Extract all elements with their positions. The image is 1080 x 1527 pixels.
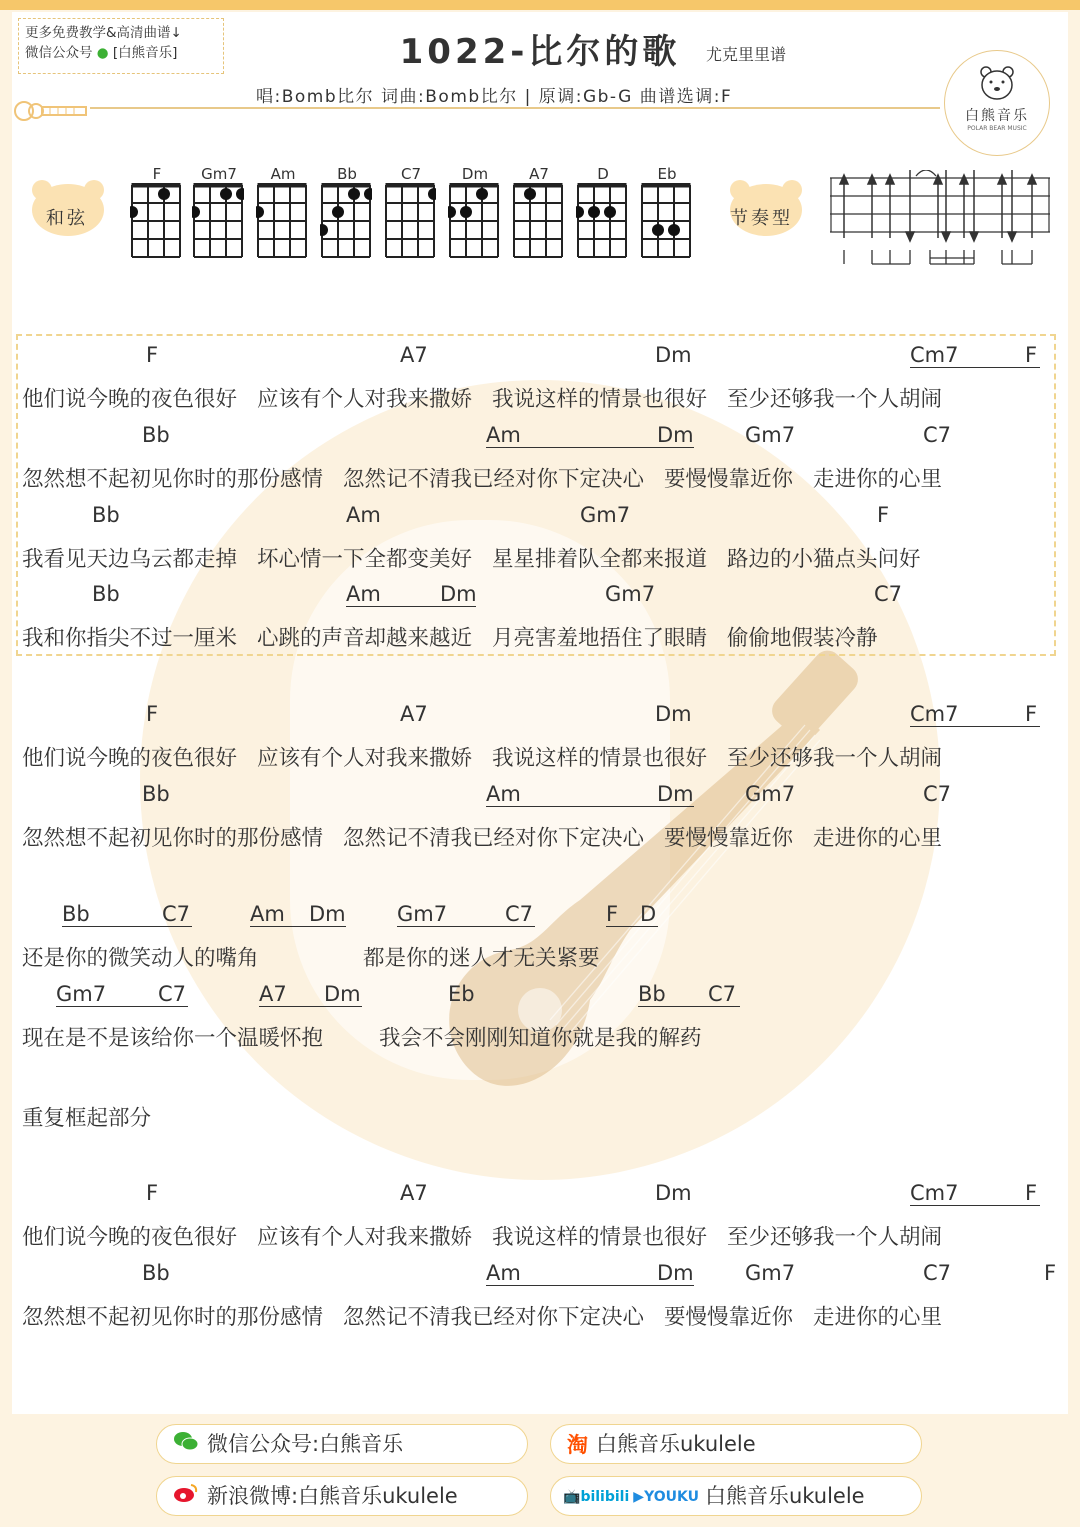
logo-text: 白熊音乐 <box>965 108 1029 124</box>
chord-label: Gm7 <box>397 902 535 927</box>
chord-label: Bb <box>142 782 170 806</box>
lyric-phrase: 走进你的心里 <box>813 826 943 851</box>
youku-icon: ▶YOUKU <box>633 1489 699 1505</box>
wechat-icon <box>173 1426 199 1464</box>
promo-line-1: 更多免费教学&高清曲谱↓ <box>25 25 182 41</box>
ukulele-decoration-icon <box>14 96 94 126</box>
strum-pattern <box>830 170 1052 270</box>
chord-label: Bb <box>142 1261 170 1285</box>
chord-label: F <box>146 1181 159 1205</box>
chord-label: C7 <box>923 782 952 806</box>
promo-account-name: [白熊音乐] <box>112 45 178 61</box>
chord-label: Gm7 <box>580 503 631 527</box>
rhythm-label: 节奏型 <box>730 208 793 229</box>
finger-dot <box>158 188 170 200</box>
promo-wechat-label: 微信公众号 <box>25 45 93 61</box>
video-text: 白熊音乐ukulele <box>704 1484 865 1508</box>
chord-label: Am <box>486 423 694 448</box>
polar-bear-icon <box>977 63 1017 103</box>
chord-label: Dm <box>657 1261 694 1285</box>
lyric-phrase: 我会不会刚刚知道你就是我的解药 <box>379 1026 702 1051</box>
chord-diagram-name: Bb <box>337 165 357 183</box>
header-divider <box>90 107 940 109</box>
chord-diagram-name: F <box>152 165 162 183</box>
finger-dot <box>448 206 456 218</box>
chord-label: Am <box>486 1261 694 1286</box>
lyric-phrase: 要慢慢靠近你 <box>664 467 794 492</box>
lyric-phrase: 应该有个人对我来撒娇 <box>257 746 473 771</box>
chord-label: Gm7 <box>745 423 796 447</box>
wechat-link[interactable] <box>156 1424 528 1464</box>
fretboard-grid <box>320 183 372 279</box>
chord-label: Dm <box>309 902 346 926</box>
lyric-phrase: 都是你的迷人才无关紧要 <box>363 946 600 971</box>
chord-label: Bb <box>638 982 740 1007</box>
weibo-icon <box>173 1478 199 1516</box>
chord-label: F <box>877 503 890 527</box>
lyric-phrase: 我看见天边乌云都走掉 <box>22 547 238 572</box>
chord-label: F <box>1025 343 1038 367</box>
chord-diagram-name: Gm7 <box>201 165 237 183</box>
taobao-icon: 淘 <box>567 1433 588 1457</box>
chord-label: A7 <box>400 343 428 367</box>
lyric-phrase: 走进你的心里 <box>813 1305 943 1330</box>
lyric-phrase: 他们说今晚的夜色很好 <box>22 1225 238 1250</box>
chord-diagram-name: C7 <box>400 165 422 183</box>
chords-label: 和弦 <box>46 208 88 229</box>
bilibili-label: bilibili <box>580 1489 630 1505</box>
lyric-phrase: 偷偷地假装冷静 <box>727 626 878 651</box>
chord-label: Dm <box>657 423 694 447</box>
chord-label: Bb <box>142 423 170 447</box>
finger-dot <box>524 188 536 200</box>
chord-label: C7 <box>874 582 903 606</box>
chord-diagram-name: Dm <box>461 165 489 183</box>
chord-label: Gm7 <box>605 582 656 606</box>
lyric-phrase: 至少还够我一个人胡闹 <box>727 746 943 771</box>
finger-dot <box>192 206 200 218</box>
finger-dot <box>364 188 372 200</box>
lyric-line <box>22 1220 962 1251</box>
lyric-line <box>22 462 962 493</box>
finger-dot <box>428 188 436 200</box>
fretboard-grid <box>512 183 564 279</box>
lyric-line <box>22 542 941 573</box>
top-accent-bar <box>0 0 1080 10</box>
youku-label: YOUKU <box>644 1489 699 1505</box>
chord-label: F <box>146 702 159 726</box>
weibo-link[interactable] <box>156 1476 528 1516</box>
chord-label: C7 <box>158 982 187 1006</box>
lyric-phrase: 应该有个人对我来撒娇 <box>257 1225 473 1250</box>
taobao-link[interactable] <box>550 1424 922 1464</box>
finger-dot <box>604 206 616 218</box>
lyric-phrase: 应该有个人对我来撒娇 <box>257 387 473 412</box>
chord-label: A7 <box>400 1181 428 1205</box>
fretboard-grid <box>130 183 182 279</box>
lyric-phrase: 他们说今晚的夜色很好 <box>22 387 238 412</box>
weibo-text: 新浪微博:白熊音乐ukulele <box>207 1484 458 1508</box>
title-container <box>0 24 1080 73</box>
lyric-phrase: 忽然想不起初见你时的那份感情 <box>22 1305 324 1330</box>
chord-label: Gm7 <box>745 1261 796 1285</box>
lyric-phrase: 忽然记不清我已经对你下定决心 <box>343 826 645 851</box>
fretboard-grid <box>256 183 308 279</box>
chord-label: A7 <box>259 982 362 1007</box>
lyric-phrase: 月亮害羞地捂住了眼睛 <box>492 626 708 651</box>
chord-label: Bb <box>62 902 192 927</box>
chord-label: Am <box>486 782 694 807</box>
fretboard-grid <box>384 183 436 279</box>
chord-label: C7 <box>923 1261 952 1285</box>
finger-dot <box>576 206 584 218</box>
chord-label: Dm <box>655 702 692 726</box>
brand-logo <box>944 50 1050 156</box>
chord-label: Gm7 <box>56 982 188 1007</box>
chord-label: Am <box>250 902 346 927</box>
lyric-line <box>22 821 962 852</box>
lyric-phrase: 我说这样的情景也很好 <box>492 746 708 771</box>
lyric-phrase: 要慢慢靠近你 <box>664 1305 794 1330</box>
fretboard-grid <box>192 183 244 279</box>
finger-dot <box>668 224 680 236</box>
lyric-phrase: 忽然记不清我已经对你下定决心 <box>343 467 645 492</box>
chord-label: Cm7 <box>910 343 1040 368</box>
fretboard-grid <box>448 183 500 279</box>
lyric-phrase: 现在是不是该给你一个温暖怀抱 <box>22 1026 324 1051</box>
chord-diagram-name: Eb <box>657 165 677 183</box>
finger-dot <box>460 206 472 218</box>
fretboard-grid <box>576 183 628 279</box>
chord-label: F <box>1025 1181 1038 1205</box>
lyric-phrase: 我和你指尖不过一厘米 <box>22 626 238 651</box>
repeat-instruction: 重复框起部分 <box>22 1106 152 1131</box>
chord-label: F <box>1025 702 1038 726</box>
chord-label: Dm <box>655 1181 692 1205</box>
lyric-phrase: 我说这样的情景也很好 <box>492 387 708 412</box>
lyric-phrase: 还是你的微笑动人的嘴角 <box>22 946 259 971</box>
finger-dot <box>320 224 328 236</box>
lyric-phrase: 忽然想不起初见你时的那份感情 <box>22 467 324 492</box>
chord-diagram-name: Am <box>270 165 296 183</box>
chord-label: A7 <box>400 702 428 726</box>
lyric-phrase: 路边的小猫点头问好 <box>727 547 921 572</box>
chord-label: Dm <box>655 343 692 367</box>
taobao-text: 白熊音乐ukulele <box>596 1432 756 1456</box>
video-links[interactable] <box>550 1476 922 1516</box>
finger-dot <box>256 206 264 218</box>
chord-label: F <box>1044 1261 1057 1285</box>
chord-label: C7 <box>505 902 534 926</box>
lyric-line <box>22 382 962 413</box>
chord-label: Dm <box>440 582 477 606</box>
chord-label: C7 <box>708 982 737 1006</box>
song-title: 1022-比尔的歌 <box>399 32 681 72</box>
lyric-phrase: 星星排着队全都来报道 <box>492 547 708 572</box>
finger-dot <box>476 188 488 200</box>
lyric-phrase: 我说这样的情景也很好 <box>492 1225 708 1250</box>
fretboard-grid <box>640 183 692 279</box>
chord-label: Dm <box>657 782 694 806</box>
lyric-phrase: 忽然想不起初见你时的那份感情 <box>22 826 324 851</box>
chord-diagram-name: A7 <box>529 165 549 183</box>
logo-subtext: POLAR BEAR MUSIC <box>967 125 1027 132</box>
chord-label: Am <box>346 503 381 527</box>
chord-label: Cm7 <box>910 1181 1040 1206</box>
bilibili-icon: 📺bilibili <box>563 1489 630 1505</box>
finger-dot <box>236 188 244 200</box>
finger-dot <box>220 188 232 200</box>
chord-diagram-name: D <box>597 165 609 183</box>
chord-label: Eb <box>448 982 475 1006</box>
lyric-phrase: 忽然记不清我已经对你下定决心 <box>343 1305 645 1330</box>
chord-label: Dm <box>324 982 361 1006</box>
finger-dot <box>348 188 360 200</box>
finger-dot <box>652 224 664 236</box>
lyric-line <box>22 741 962 772</box>
song-meta: 唱:Bomb比尔 词曲:Bomb比尔 | 原调:Gb-G 曲谱选调:F <box>256 87 733 107</box>
chord-label: F <box>606 902 658 927</box>
lyric-phrase: 要慢慢靠近你 <box>664 826 794 851</box>
wechat-icon: ● <box>96 45 109 61</box>
chord-label: C7 <box>162 902 191 926</box>
lyric-phrase: 心跳的声音却越来越近 <box>257 626 473 651</box>
lyric-line <box>22 621 898 652</box>
finger-dot <box>588 206 600 218</box>
lyric-line <box>22 1300 962 1331</box>
chord-label: Am <box>346 582 476 607</box>
finger-dot <box>332 206 344 218</box>
chord-label: D <box>640 902 657 926</box>
tab-source-label: 尤克里里谱 <box>706 45 787 64</box>
chord-label: Cm7 <box>910 702 1040 727</box>
lyric-phrase: 坏心情一下全都变美好 <box>257 547 473 572</box>
chord-label: Bb <box>92 503 120 527</box>
lyric-phrase: 走进你的心里 <box>813 467 943 492</box>
lyric-phrase: 他们说今晚的夜色很好 <box>22 746 238 771</box>
chord-label: C7 <box>923 423 952 447</box>
lyric-phrase: 至少还够我一个人胡闹 <box>727 1225 943 1250</box>
chord-label: Bb <box>92 582 120 606</box>
wechat-text: 微信公众号:白熊音乐 <box>207 1432 404 1456</box>
lyric-phrase: 至少还够我一个人胡闹 <box>727 387 943 412</box>
chord-label: F <box>146 343 159 367</box>
chord-label: Gm7 <box>745 782 796 806</box>
finger-dot <box>130 206 138 218</box>
